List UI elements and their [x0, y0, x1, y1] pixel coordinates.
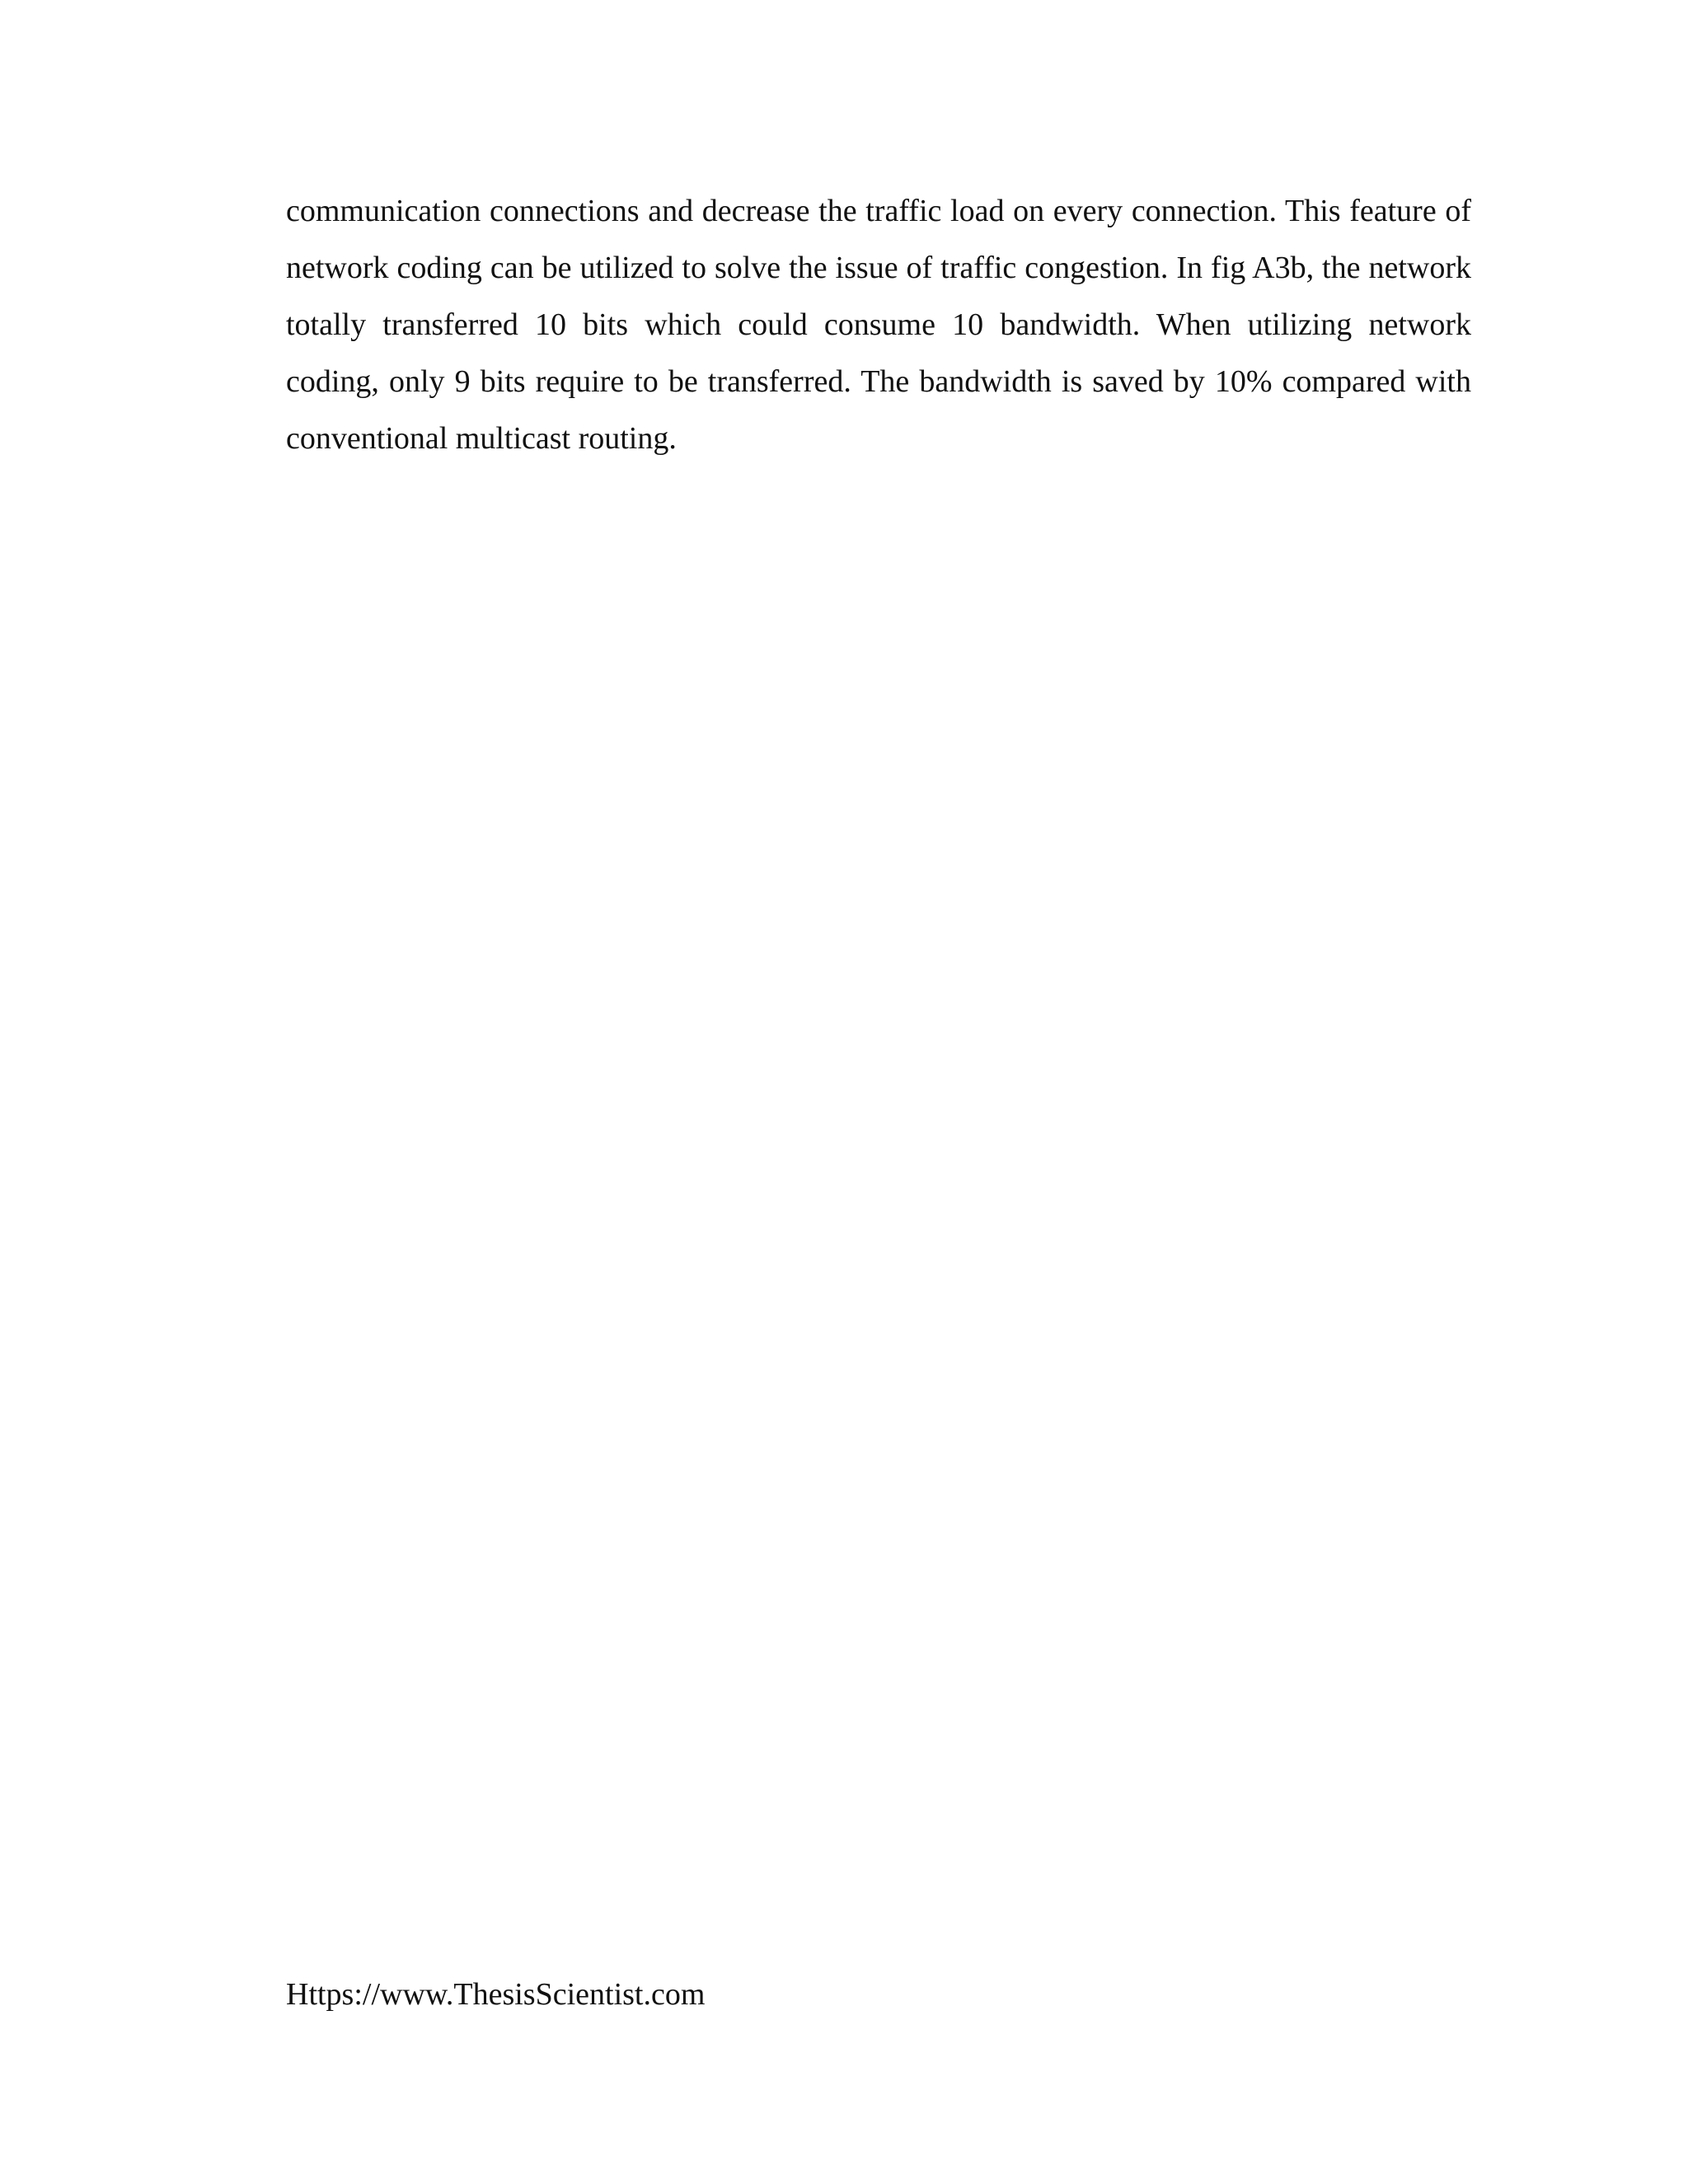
body-paragraph: communication connections and decrease the traffic load on every connection. This feature of network coding can be utilized to solve the issue of traffic congestion. In fig A3b, the network totally transferred 10 bits which could consume 10 bandwidth. When utilizing network coding, only 9 bits require to be transferred. The bandwidth is saved by 10% compared with conventional multicast routing. — [286, 194, 1471, 456]
footer-url: Https://www.ThesisScientist.com — [286, 1977, 706, 2012]
